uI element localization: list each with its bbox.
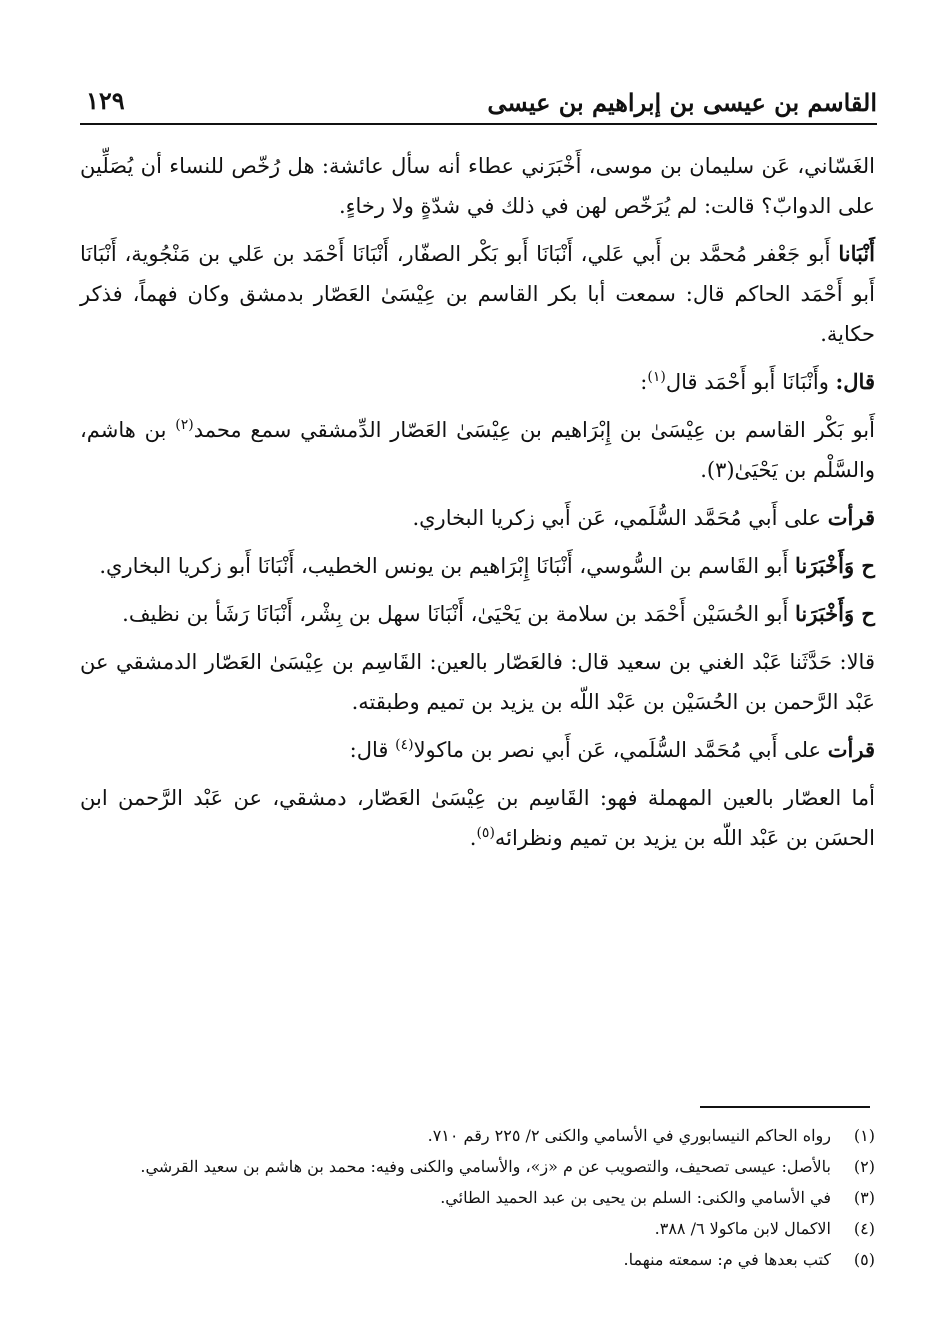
footnote-text: في الأسامي والكنى: السلم بن يحيى بن عبد الحميد الطائي.: [440, 1188, 831, 1207]
paragraph-lead: قال:: [835, 369, 875, 394]
footnote: [80, 1244, 875, 1275]
footnote-text: الاكمال لابن ماكولا ٦/ ٣٨٨.: [654, 1219, 831, 1238]
footnote-number: (٥): [853, 1250, 875, 1269]
footnote-number: (٢): [853, 1157, 875, 1176]
paragraph-text: الغَسّاني، عَن سليمان بن موسى، أَخْبَرَني عطاء أنه سأل عائشة: هل رُخّص للنساء أن يُصَلِّين على الدوابّ؟ قالت: لم يُرَخّص لهن في ذلك في شدّةٍ ولا رخاءٍ.: [80, 154, 875, 218]
paragraph-text: على أَبي مُحَمَّد السُّلَمي، عَن أَبي نصر بن ماكولا: [413, 738, 828, 762]
paragraph-text: أَبو الحُسَيْن أَحْمَد بن سلامة بن يَحْيَىٰ، أَنْبَانَا سهل بن بِشْر، أَنْبَانَا رَشَأ بن نظيف.: [122, 602, 795, 626]
running-header: [80, 80, 877, 120]
paragraph-text: أَبو القَاسم بن السُّوسي، أَنْبَانَا إِبْرَاهيم بن يونس الخطيب، أَنْبَانَا أَبو زكريا البخاري.: [99, 554, 795, 578]
paragraph-lead: أَنْبَانا: [838, 241, 875, 266]
footnote-number: (١): [853, 1126, 875, 1145]
footnote: [80, 1120, 875, 1151]
paragraph-text: أَبو بَكْر القاسم بن عِيْسَىٰ بن إِبْرَاهيم بن عِيْسَىٰ العَصّار الدِّمشقي سمع محمد: [193, 418, 875, 442]
paragraph: [80, 642, 875, 722]
paragraph: [80, 546, 875, 586]
paragraph: [80, 234, 875, 354]
footnote-ref: (١): [647, 369, 666, 385]
paragraph: [80, 594, 875, 634]
footnote-text: بالأصل: عيسى تصحيف، والتصويب عن م «ز»، والأسامي والكنى وفيه: محمد بن هاشم بن سعيد القرشي.: [140, 1157, 831, 1176]
paragraph: [80, 778, 875, 858]
footnote: [80, 1213, 875, 1244]
header-rule: [80, 123, 877, 125]
footnote-text: رواه الحاكم النيسابوري في الأسامي والكنى ٢/ ٢٢٥ رقم ٧١٠.: [427, 1126, 831, 1145]
paragraph: [80, 498, 875, 538]
footnote-text: كتب بعدها في م: سمعته منهما.: [623, 1250, 831, 1269]
paragraph-tail: بن هاشم، والسَّلْم بن يَحْيَىٰ(٣).: [80, 418, 875, 482]
paragraph-text: قالا: حَدَّثَنا عَبْد الغني بن سعيد قال: فالعَصّار بالعين: القَاسِم بن عِيْسَىٰ العَصّار الدمشقي عن عَبْد الرَّحمن بن الحُسَيْن بن عَبْد اللّه بن يزيد بن تميم وطبقته.: [80, 650, 875, 714]
paragraph-lead: ح وَأَخْبَرَنا: [795, 601, 875, 626]
footnote: [80, 1182, 875, 1213]
footnote-number: (٣): [853, 1188, 875, 1207]
footnote-ref: (٥): [476, 825, 495, 841]
paragraph-tail: .: [469, 826, 477, 850]
paragraph-text: وأَنْبَانَا أَبو أَحْمَد قال: [665, 370, 836, 394]
footnote-number: (٤): [853, 1219, 875, 1238]
paragraph: [80, 362, 875, 402]
paragraph: [80, 146, 875, 226]
paragraph-text: أما العصّار بالعين المهملة فهو: القَاسِم بن عِيْسَىٰ العَصّار، دمشقي، عن عَبْد الرَّحمن ابن الحسَن بن عَبْد اللّه بن يزيد بن تميم ونظرائه: [80, 786, 875, 850]
running-title: القاسم بن عيسى بن إبراهيم بن عيسى: [487, 88, 877, 117]
footnote-rule: [700, 1106, 870, 1108]
footnote: [80, 1151, 875, 1182]
paragraph-lead: قرأت: [827, 737, 875, 762]
paragraph: [80, 730, 875, 770]
paragraph: [80, 410, 875, 490]
paragraph-tail: :: [640, 370, 648, 394]
paragraph-tail: قال:: [349, 738, 396, 762]
page-number: ١٢٩: [86, 86, 125, 115]
footnotes: [80, 1120, 875, 1275]
paragraph-lead: ح وَأَخْبَرَنا: [795, 553, 875, 578]
paragraph-lead: قرأت: [827, 505, 875, 530]
footnote-ref: (٢): [175, 417, 194, 433]
paragraph-text: على أَبي مُحَمَّد السُّلَمي، عَن أَبي زكريا البخاري.: [412, 506, 828, 530]
main-text: [80, 146, 875, 866]
paragraph-text: أَبو جَعْفر مُحمَّد بن أَبي عَلي، أَنْبَانَا أَبو بَكْر الصفّار، أَنْبَانَا أَحْمَد بن عَلي بن مَنْجُوية، أَنْبَانَا أَبو أَحْمَد الحاكم قال: سمعت أبا بكر القاسم بن عِيْسَىٰ العَصّار بدمشق وكان فهماً، فذكر حكاية.: [80, 242, 875, 346]
footnote-ref: (٤): [395, 737, 414, 753]
